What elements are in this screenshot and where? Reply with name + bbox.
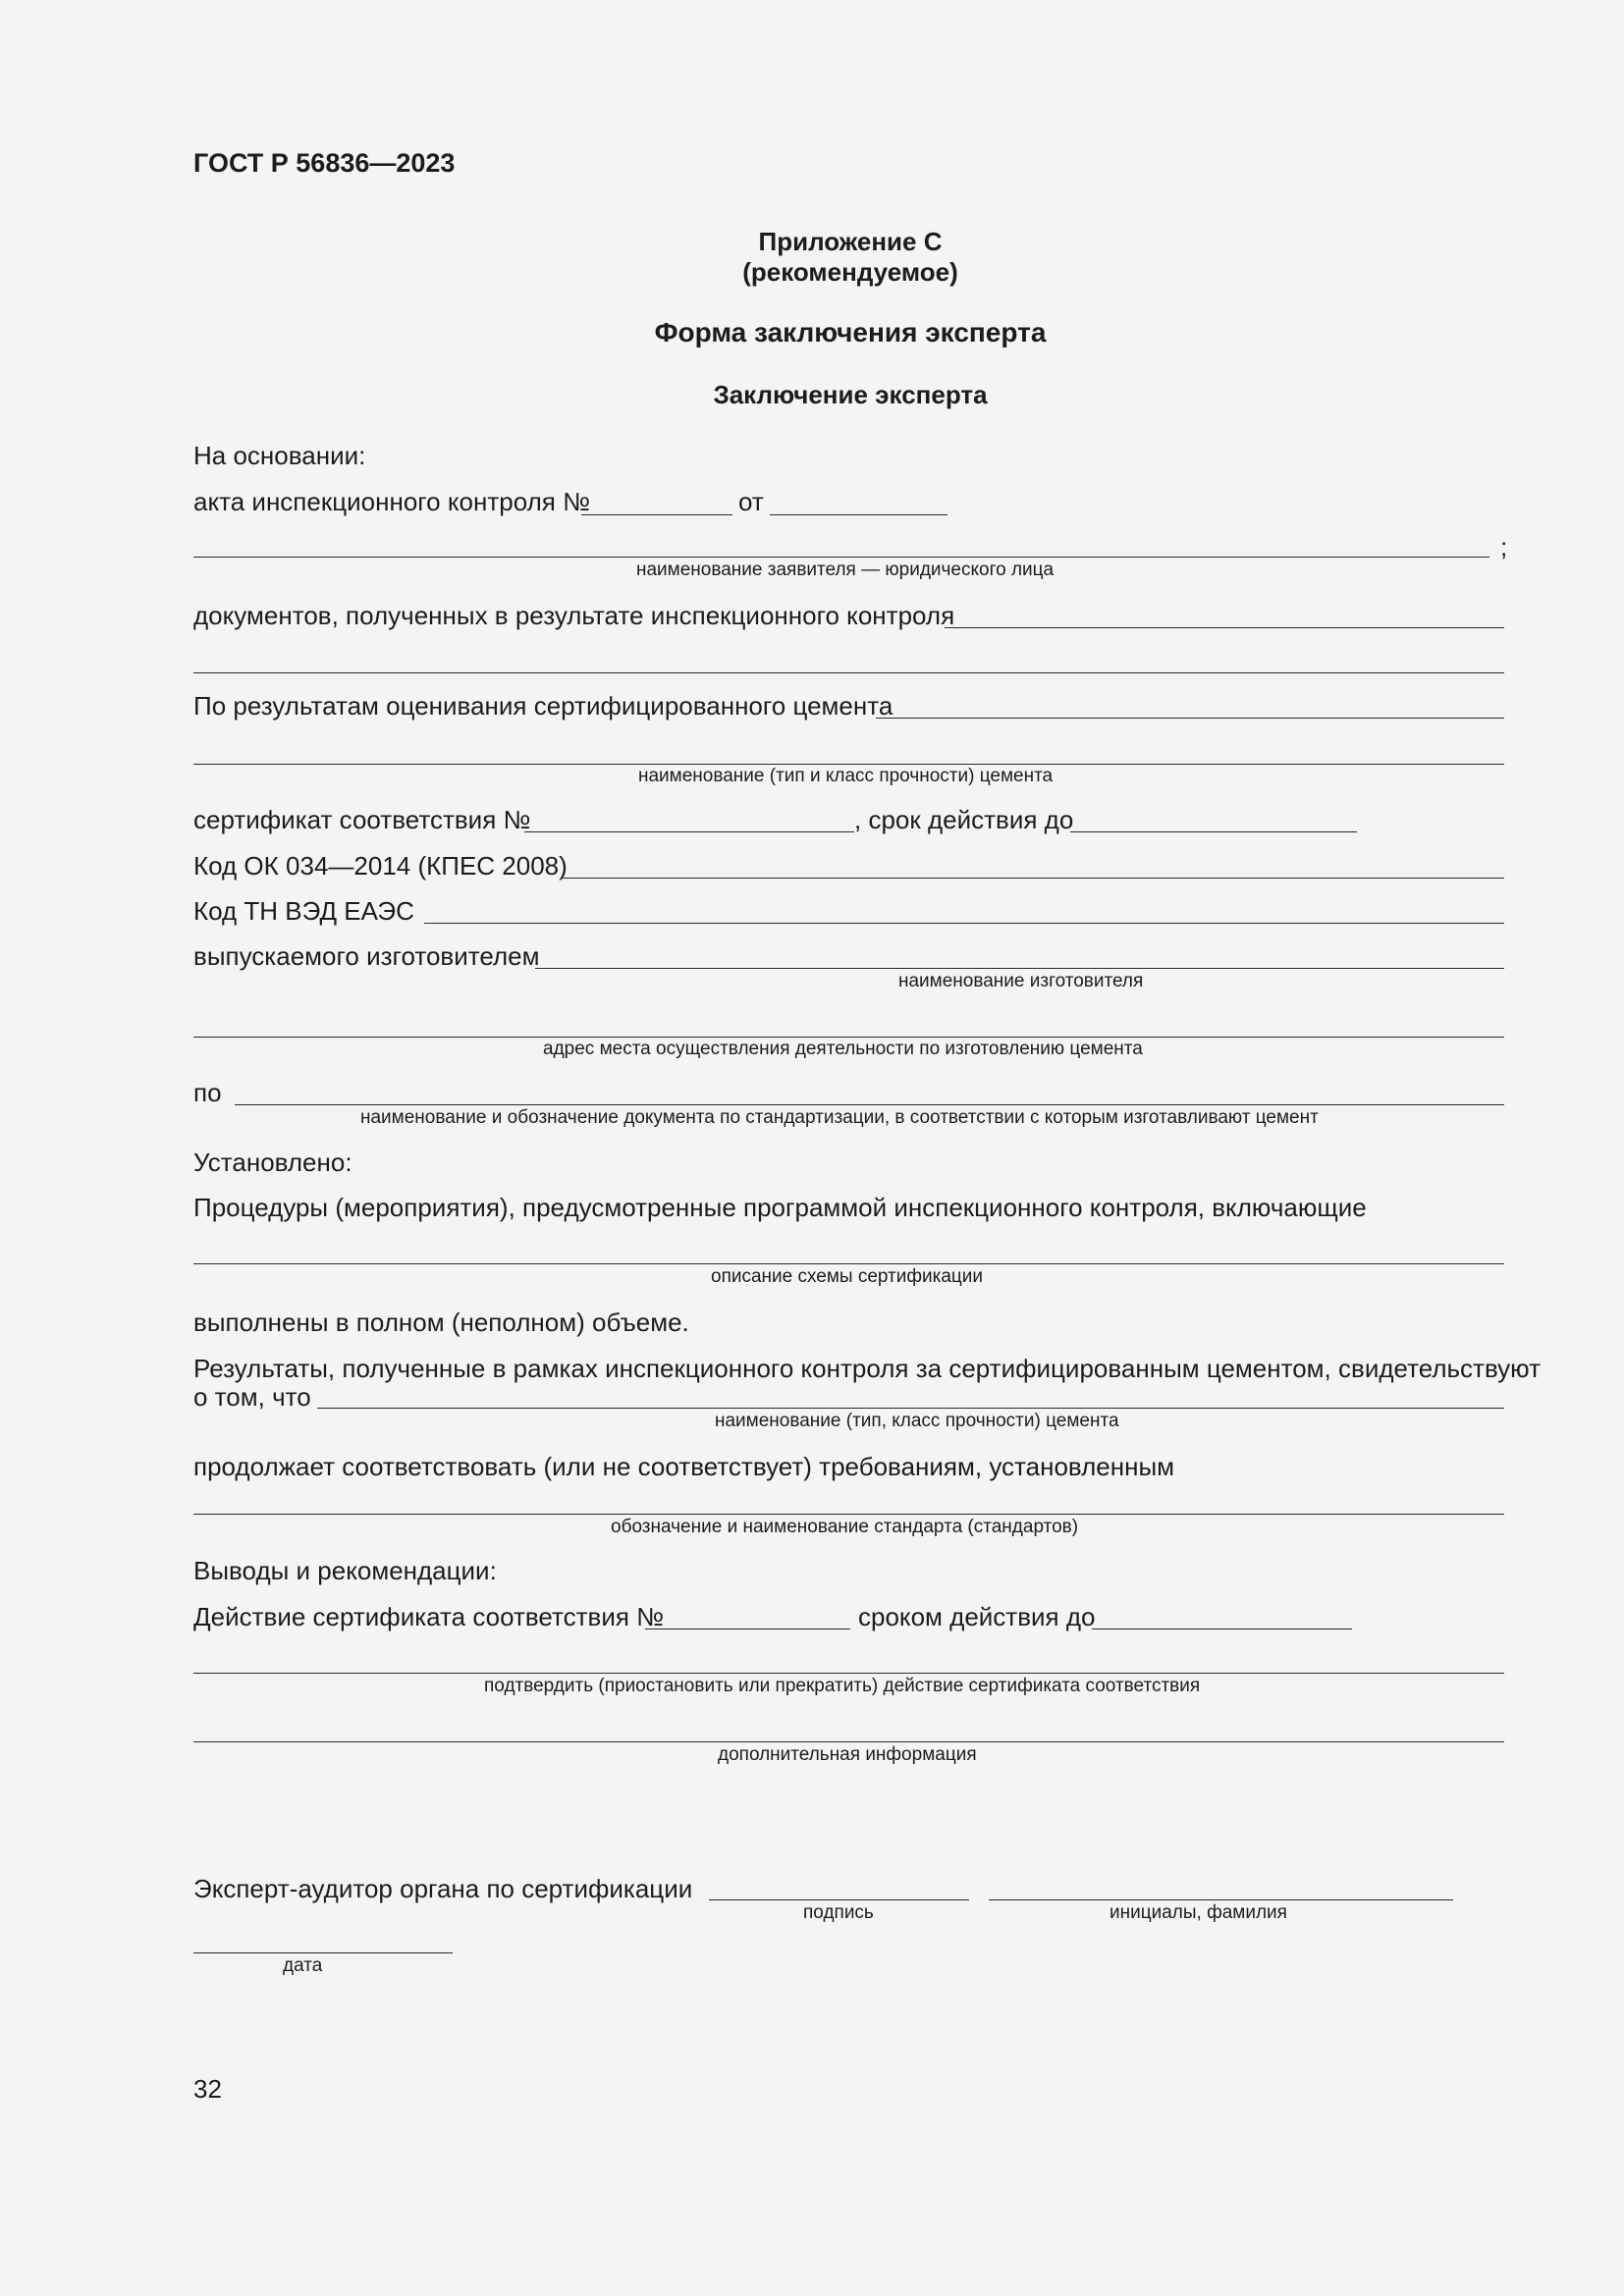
applicant-field[interactable] [193, 557, 1489, 558]
cert-term-label: сроком действия до [858, 1602, 1096, 1631]
act-number-field[interactable] [581, 514, 732, 515]
act-label: акта инспекционного контроля № [193, 487, 590, 516]
continues-label: продолжает соответствовать (или не соответствует) требованиям, установленным [193, 1452, 1175, 1481]
documents-label: документов, полученных в результате инспекционного контроля [193, 601, 955, 630]
standards-caption: обозначение и наименование стандарта (стандартов) [611, 1517, 1079, 1537]
confirm-caption: подтвердить (приостановить или прекратить) действие сертификата соответствия [484, 1676, 1201, 1696]
act-date-field[interactable] [770, 514, 947, 515]
appendix-title: Приложение С [758, 227, 943, 256]
manufacturer-label: выпускаемого изготовителем [193, 941, 540, 971]
signature-field[interactable] [709, 1899, 969, 1900]
documents-field[interactable] [945, 627, 1504, 628]
act-from-label: от [738, 487, 764, 516]
standard-document-caption: наименование и обозначение документа по стандартизации, в соответствии с которым изготавливают цемент [360, 1107, 1319, 1128]
signature-caption: подпись [803, 1902, 874, 1923]
semicolon: ; [1500, 532, 1508, 561]
document-title: Заключение эксперта [713, 380, 988, 409]
standard-number: ГОСТ Р 56836—2023 [193, 148, 456, 178]
scheme-field[interactable] [193, 1263, 1504, 1264]
manufacturer-field[interactable] [535, 968, 1504, 969]
confirm-field[interactable] [193, 1673, 1504, 1674]
procedures-label: Процедуры (мероприятия), предусмотренные программой инспекционного контроля, включающие [193, 1193, 1367, 1222]
expert-label: Эксперт-аудитор органа по сертификации [193, 1874, 693, 1903]
scheme-caption: описание схемы сертификации [711, 1266, 984, 1287]
conclusions-label: Выводы и рекомендации: [193, 1556, 497, 1585]
standards-field[interactable] [193, 1514, 1504, 1515]
results-caption: наименование (тип, класс прочности) цемента [715, 1411, 1119, 1431]
address-caption: адрес места осуществления деятельности по изготовлению цемента [543, 1039, 1143, 1059]
results-line-1: Результаты, полученные в рамках инспекционного контроля за сертифицированным цементом, свидетельствуют [193, 1354, 1542, 1383]
cement-type-caption: наименование (тип и класс прочности) цемента [638, 766, 1054, 786]
completed-label: выполнены в полном (неполном) объеме. [193, 1308, 689, 1337]
results-line-2: о том, что [193, 1382, 311, 1412]
form-title: Форма заключения эксперта [654, 317, 1047, 347]
page-number: 32 [193, 2074, 222, 2104]
standard-document-field[interactable] [235, 1104, 1504, 1105]
basis-label: На основании: [193, 441, 366, 470]
po-label: по [193, 1078, 222, 1107]
cert-valid-field[interactable] [1070, 831, 1357, 832]
additional-field[interactable] [193, 1741, 1504, 1742]
date-caption: дата [283, 1955, 323, 1976]
code-ok-field[interactable] [562, 878, 1504, 879]
code-tn-field[interactable] [424, 923, 1504, 924]
address-field[interactable] [193, 1037, 1504, 1038]
additional-caption: дополнительная информация [718, 1744, 977, 1765]
applicant-caption: наименование заявителя — юридического лица [636, 560, 1055, 580]
evaluation-field[interactable] [876, 718, 1504, 719]
appendix-status: (рекомендуемое) [742, 257, 958, 287]
cert-number-field[interactable] [524, 831, 854, 832]
documents-field-2[interactable] [193, 672, 1504, 673]
name-field[interactable] [989, 1899, 1453, 1900]
evaluation-label: По результатам оценивания сертифицированного цемента [193, 691, 893, 721]
cert-action-label: Действие сертификата соответствия № [193, 1602, 665, 1631]
code-ok-label: Код ОК 034—2014 (КПЕС 2008) [193, 851, 568, 881]
code-tn-label: Код ТН ВЭД ЕАЭС [193, 896, 414, 926]
cement-type-field[interactable] [193, 764, 1504, 765]
manufacturer-caption: наименование изготовителя [898, 971, 1144, 991]
cert-number-label: сертификат соответствия № [193, 805, 531, 834]
name-caption: инициалы, фамилия [1110, 1902, 1287, 1923]
established-label: Установлено: [193, 1148, 352, 1177]
date-field[interactable] [193, 1952, 453, 1953]
cert-valid-label: , срок действия до [854, 805, 1074, 834]
results-field[interactable] [317, 1408, 1504, 1409]
